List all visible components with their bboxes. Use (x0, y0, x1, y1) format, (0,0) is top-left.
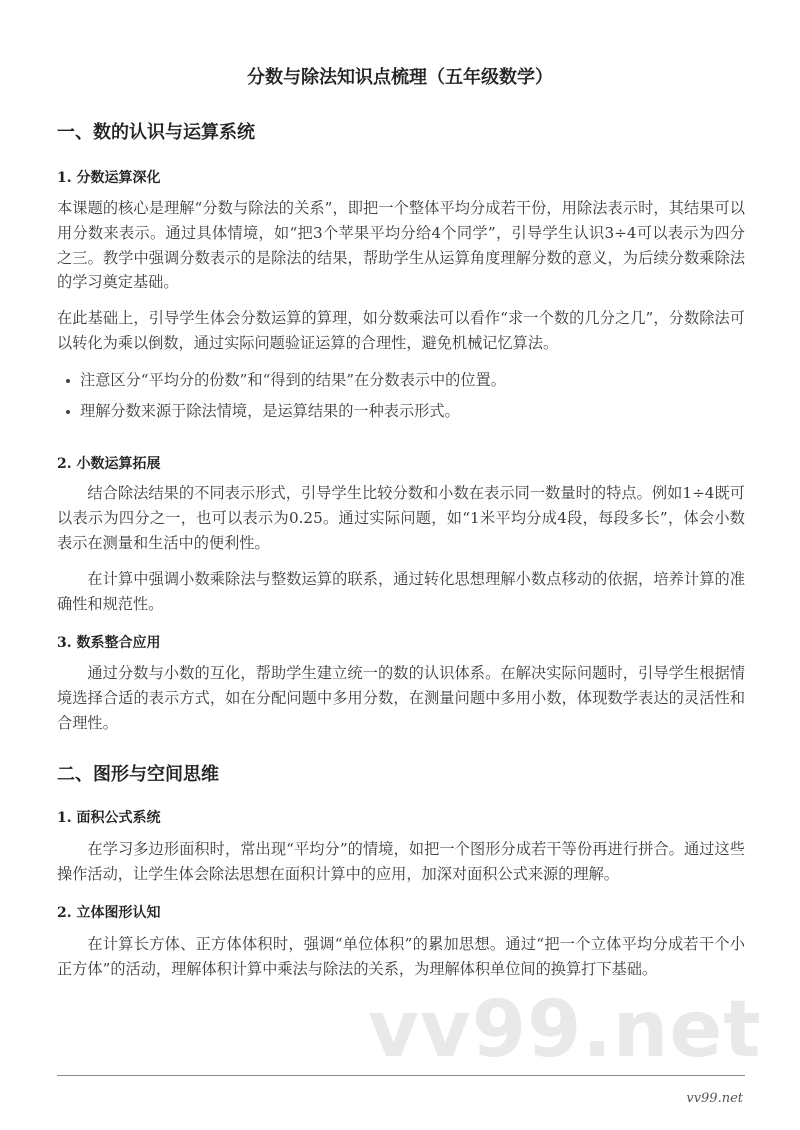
list-item (60, 368, 740, 393)
subsection-heading: 1. 分数运算深化 (57, 170, 161, 186)
list-item-text: 理解分数来源于除法情境，是运算结果的一种表示形式。 (80, 401, 460, 420)
section-heading: 二、图形与空间思维 (57, 764, 219, 785)
footer-text: vv99.net (686, 1091, 743, 1106)
bullet-icon (66, 410, 70, 414)
subsection-heading: 1. 面积公式系统 (57, 810, 161, 826)
subsection-heading: 2. 小数运算拓展 (57, 456, 161, 472)
paragraph: 结合除法结果的不同表示形式，引导学生比较分数和小数在表示同一数量时的特点。例如1÷4既可以表示为四分之一，也可以表示为0.25。通过实际问题，如“1米平均分成4段，每段多长”，体会小数表示在测量和生活中的便利性。 (57, 484, 745, 552)
subsection-heading: 3. 数系整合应用 (57, 635, 161, 651)
paragraph: 在学习多边形面积时，常出现“平均分”的情境，如把一个图形分成若干等份再进行拼合。通过这些操作活动，让学生体会除法思想在面积计算中的应用，加深对面积公式来源的理解。 (57, 840, 745, 883)
footer-divider (57, 1075, 745, 1076)
subsection-heading: 2. 立体图形认知 (57, 905, 161, 921)
page-title: 分数与除法知识点梳理（五年级数学） (247, 67, 553, 88)
section-heading: 一、数的认识与运算系统 (57, 122, 255, 143)
bullet-icon (66, 379, 70, 383)
watermark: vv99.net (368, 985, 762, 1075)
paragraph: 在计算长方体、正方体体积时，强调“单位体积”的累加思想。通过“把一个立体平均分成若干个小正方体”的活动，理解体积计算中乘法与除法的关系，为理解体积单位间的换算打下基础。 (57, 935, 745, 978)
paragraph: 本课题的核心是理解“分数与除法的关系”，即把一个整体平均分成若干份，用除法表示时，其结果可以用分数来表示。通过具体情境，如“把3个苹果平均分给4个同学”，引导学生认识3÷4可以表示为四分之三。教学中强调分数表示的是除法的结果，帮助学生从运算角度理解分数的意义，为后续分数乘除法的学习奠定基础。 (57, 199, 745, 292)
paragraph: 在此基础上，引导学生体会分数运算的算理，如分数乘法可以看作“求一个数的几分之几”，分数除法可以转化为乘以倒数，通过实际问题验证运算的合理性，避免机械记忆算法。 (57, 309, 745, 352)
list-item (60, 399, 740, 424)
paragraph: 在计算中强调小数乘除法与整数运算的联系，通过转化思想理解小数点移动的依据，培养计算的准确性和规范性。 (57, 570, 745, 613)
list-item-text: 注意区分“平均分的份数”和“得到的结果”在分数表示中的位置。 (80, 371, 506, 389)
bullet-list (60, 368, 740, 430)
paragraph: 通过分数与小数的互化，帮助学生建立统一的数的认识体系。在解决实际问题时，引导学生根据情境选择合适的表示方式，如在分配问题中多用分数，在测量问题中多用小数，体现数学表达的灵活性和合理性。 (57, 664, 745, 732)
